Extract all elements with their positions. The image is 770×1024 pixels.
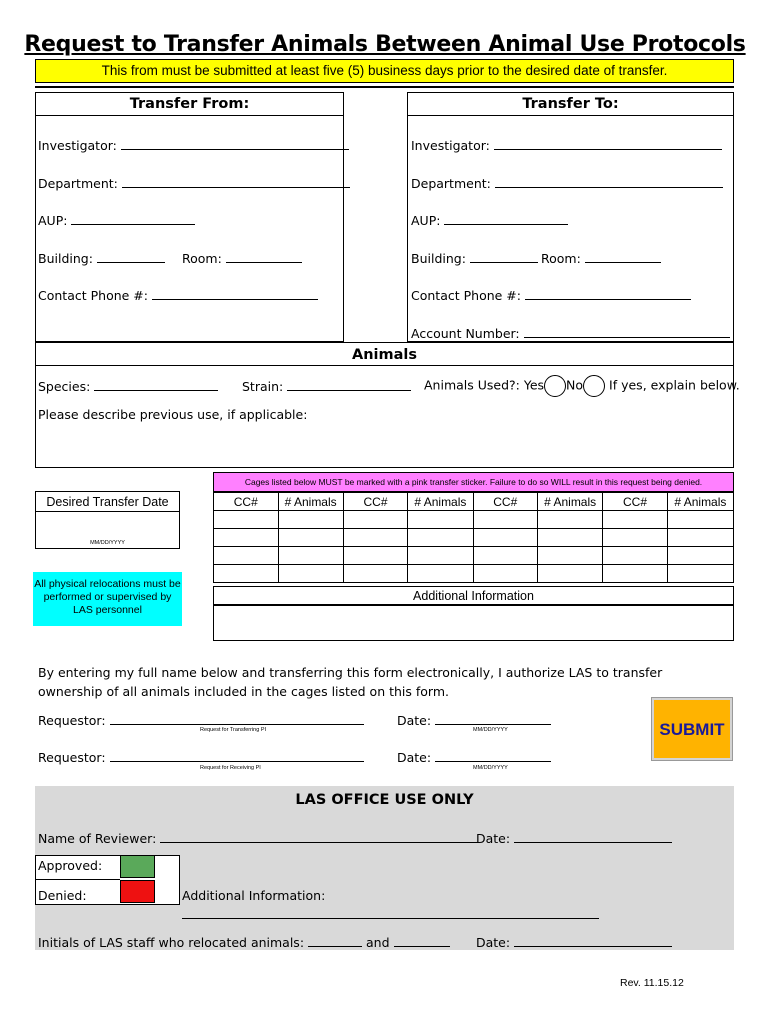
table-row (214, 565, 734, 583)
table-row (214, 547, 734, 565)
cage-cell[interactable] (278, 529, 343, 547)
strain-field[interactable]: Strain: (242, 378, 411, 394)
divider (35, 86, 734, 88)
additional-information-field[interactable] (213, 605, 734, 641)
animals-count-header: # Animals (667, 493, 733, 511)
revision-label: Rev. 11.15.12 (620, 977, 684, 989)
cage-table (213, 492, 734, 583)
cc-header: CC# (214, 493, 279, 511)
to-account-number-field[interactable]: Account Number: (411, 325, 730, 341)
cage-cell[interactable] (473, 511, 538, 529)
species-field[interactable]: Species: (38, 378, 218, 394)
reviewer-date-field[interactable]: Date: (476, 830, 672, 846)
las-additional-information-label: Additional Information: (182, 888, 326, 903)
requestor-transferring-hint: Request for Transferring PI (200, 727, 267, 733)
requestor-receiving-field[interactable]: Requestor: (38, 749, 364, 765)
to-room-field[interactable]: Room: (541, 250, 661, 266)
from-department-field[interactable]: Department: (38, 175, 350, 191)
cage-cell[interactable] (667, 565, 733, 583)
cage-cell[interactable] (343, 529, 408, 547)
las-office-header: LAS OFFICE USE ONLY (295, 792, 474, 808)
cage-cell[interactable] (278, 565, 343, 583)
cage-cell[interactable] (408, 511, 473, 529)
cage-cell[interactable] (667, 529, 733, 547)
cc-header: CC# (603, 493, 668, 511)
cage-cell[interactable] (473, 565, 538, 583)
cage-cell[interactable] (343, 547, 408, 565)
from-investigator-field[interactable]: Investigator: (38, 137, 349, 153)
from-building-field[interactable]: Building: (38, 250, 165, 266)
cage-cell[interactable] (538, 547, 603, 565)
submission-notice: This from must be submitted at least five (5) business days prior to the desired date of transfer. (35, 59, 734, 83)
cage-cell[interactable] (214, 565, 279, 583)
table-row (214, 529, 734, 547)
cage-cell[interactable] (603, 511, 668, 529)
form-title: Request to Transfer Animals Between Animal Use Protocols (24, 32, 746, 57)
approval-divider (35, 879, 120, 880)
cage-sticker-notice: Cages listed below MUST be marked with a pink transfer sticker. Failure to do so WILL result in this request being denied. (213, 472, 734, 492)
cage-header-row (214, 493, 734, 511)
animals-used-group: Animals Used?: Yes No If yes, explain below. (424, 375, 740, 397)
approved-checkbox[interactable] (120, 855, 155, 878)
animals-count-header: # Animals (408, 493, 473, 511)
cage-cell[interactable] (214, 547, 279, 565)
to-building-field[interactable]: Building: (411, 250, 538, 266)
cage-cell[interactable] (343, 565, 408, 583)
cage-cell[interactable] (667, 547, 733, 565)
cage-cell[interactable] (667, 511, 733, 529)
to-contact-phone-field[interactable]: Contact Phone #: (411, 287, 691, 303)
cage-cell[interactable] (408, 565, 473, 583)
desired-transfer-date-label: Desired Transfer Date (35, 491, 180, 512)
cage-cell[interactable] (278, 511, 343, 529)
requestor-receiving-hint: Request for Receiving PI (200, 765, 261, 771)
reviewer-name-field[interactable]: Name of Reviewer: (38, 830, 478, 846)
cage-cell[interactable] (343, 511, 408, 529)
cage-cell[interactable] (473, 529, 538, 547)
previous-use-label: Please describe previous use, if applicable: (38, 407, 308, 422)
cage-cell[interactable] (538, 511, 603, 529)
from-aup-field[interactable]: AUP: (38, 212, 195, 228)
cage-cell[interactable] (278, 547, 343, 565)
cc-header: CC# (343, 493, 408, 511)
cage-cell[interactable] (408, 529, 473, 547)
cage-cell[interactable] (408, 547, 473, 565)
date-format-hint: MM/DD/YYYY (473, 765, 508, 771)
yes-radio[interactable] (544, 375, 566, 397)
cage-cell[interactable] (538, 565, 603, 583)
cage-cell[interactable] (473, 547, 538, 565)
las-relocation-date-field[interactable]: Date: (476, 934, 672, 950)
to-investigator-field[interactable]: Investigator: (411, 137, 722, 153)
cc-header: CC# (473, 493, 538, 511)
cage-cell[interactable] (603, 547, 668, 565)
cage-cell[interactable] (538, 529, 603, 547)
table-row (214, 511, 734, 529)
requestor-receiving-date-field[interactable]: Date: (397, 749, 551, 765)
cage-cell[interactable] (603, 529, 668, 547)
date-format-hint: MM/DD/YYYY (90, 540, 125, 546)
transfer-to-header: Transfer To: (407, 92, 734, 116)
submit-button[interactable]: SUBMIT (652, 698, 732, 760)
animals-header: Animals (35, 342, 734, 366)
date-format-hint: MM/DD/YYYY (473, 727, 508, 733)
from-contact-phone-field[interactable]: Contact Phone #: (38, 287, 318, 303)
requestor-transferring-field[interactable]: Requestor: (38, 712, 364, 728)
requestor-transferring-date-field[interactable]: Date: (397, 712, 551, 728)
to-department-field[interactable]: Department: (411, 175, 723, 191)
additional-information-header: Additional Information (213, 586, 734, 605)
cage-cell[interactable] (214, 511, 279, 529)
animals-count-header: # Animals (278, 493, 343, 511)
denied-label: Denied: (38, 888, 87, 903)
animals-count-header: # Animals (538, 493, 603, 511)
cage-cell[interactable] (603, 565, 668, 583)
to-aup-field[interactable]: AUP: (411, 212, 568, 228)
authorization-statement: By entering my full name below and transferring this form electronically, I authorize LAS to transfer ownership of all animals included in the cages listed on this form. (38, 665, 663, 699)
approved-label: Approved: (38, 858, 103, 873)
cage-cell[interactable] (214, 529, 279, 547)
no-radio[interactable] (583, 375, 605, 397)
las-additional-information-field[interactable] (182, 918, 599, 919)
denied-checkbox[interactable] (120, 880, 155, 903)
relocation-notice: All physical relocations must be performed or supervised by LAS personnel (33, 572, 182, 626)
from-room-field[interactable]: Room: (182, 250, 302, 266)
transfer-from-header: Transfer From: (35, 92, 344, 116)
las-initials-field[interactable]: Initials of LAS staff who relocated animals: and (38, 934, 450, 950)
